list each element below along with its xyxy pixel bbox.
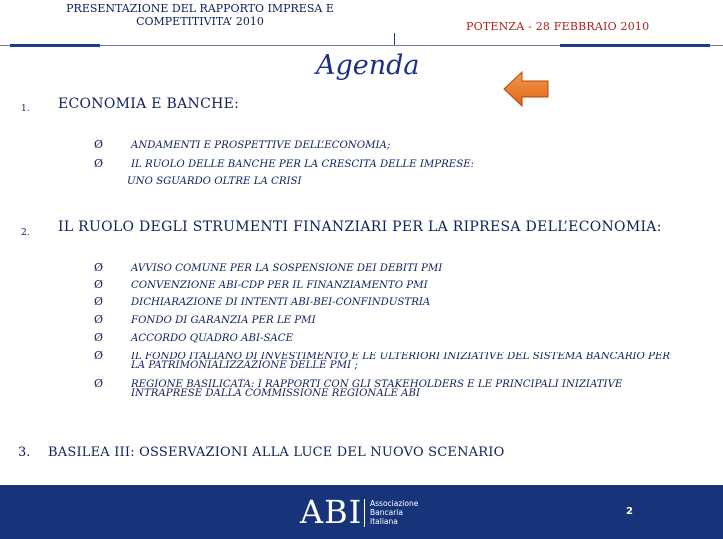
arrowhead-bullet-icon: Ø <box>94 331 104 344</box>
header-title-line1: PRESENTAZIONE DEL RAPPORTO IMPRESA E <box>66 2 334 15</box>
header-title <box>40 2 360 28</box>
logo-divider <box>364 499 365 527</box>
arrowhead-bullet-icon: Ø <box>94 261 104 274</box>
left-arrow-icon[interactable] <box>502 70 550 108</box>
agenda-title: Agenda <box>316 50 420 81</box>
logo-sub-line: Bancaria <box>370 508 403 517</box>
section-2-item: DICHIARAZIONE DI INTENTI ABI-BEI-CONFINDUSTRIA <box>131 297 431 308</box>
section-2-number: 2. <box>21 228 30 238</box>
arrowhead-bullet-icon: Ø <box>94 157 104 170</box>
section-2-item: LA PATRIMONIALIZZAZIONE DELLE PMI ; <box>131 360 358 371</box>
section-1-item: IL RUOLO DELLE BANCHE PER LA CRESCITA DELLE IMPRESE: <box>131 159 475 170</box>
arrowhead-bullet-icon: Ø <box>94 313 104 326</box>
section-2-item: ACCORDO QUADRO ABI-SACE <box>131 333 294 344</box>
header-tick <box>394 33 395 45</box>
arrowhead-bullet-icon: Ø <box>94 138 104 151</box>
logo-sub-line: Associazione <box>370 499 419 508</box>
section-2-item: INTRAPRESE DALLA COMMISSIONE REGIONALE ABI <box>131 388 421 399</box>
arrowhead-bullet-icon: Ø <box>94 377 104 390</box>
header-location-date: POTENZA - 28 FEBBRAIO 2010 <box>466 20 650 33</box>
header-title-line2: COMPETITIVITA’ 2010 <box>136 15 264 28</box>
section-2-item: IL FONDO ITALIANO DI INVESTIMENTO E LE ULTERIORI INIZIATIVE DEL SISTEMA BANCARIO PER <box>131 352 671 362</box>
section-2-item: AVVISO COMUNE PER LA SOSPENSIONE DEI DEBITI PMI <box>131 263 443 274</box>
page-number: 2 <box>626 506 633 517</box>
abi-logo-subtitle <box>370 499 418 526</box>
section-2-item: FONDO DI GARANZIA PER LE PMI <box>131 315 316 326</box>
section-3-number: 3. <box>18 445 31 460</box>
abi-logo: ABI <box>300 493 363 531</box>
arrowhead-bullet-icon: Ø <box>94 295 104 308</box>
section-1-number: 1. <box>21 104 30 114</box>
logo-sub-line: Italiana <box>370 517 398 526</box>
arrowhead-bullet-icon: Ø <box>94 349 104 362</box>
section-2-title: IL RUOLO DEGLI STRUMENTI FINANZIARI PER LA RIPRESA DELL’ECONOMIA: <box>58 219 662 235</box>
section-2-item: REGIONE BASILICATA: I RAPPORTI CON GLI STAKEHOLDERS E LE PRINCIPALI INIZIATIVE <box>131 379 623 390</box>
section-1-title: ECONOMIA E BANCHE: <box>58 96 240 112</box>
section-2-item: CONVENZIONE ABI-CDP PER IL FINANZIAMENTO PMI <box>131 280 428 291</box>
header-accent-left <box>10 44 100 47</box>
section-3-title: BASILEA III: OSSERVAZIONI ALLA LUCE DEL NUOVO SCENARIO <box>48 445 505 460</box>
header-accent-right <box>560 44 710 47</box>
section-1-item: ANDAMENTI E PROSPETTIVE DELL’ECONOMIA; <box>131 140 391 151</box>
section-1-item: UNO SGUARDO OLTRE LA CRISI <box>127 176 302 187</box>
arrowhead-bullet-icon: Ø <box>94 278 104 291</box>
